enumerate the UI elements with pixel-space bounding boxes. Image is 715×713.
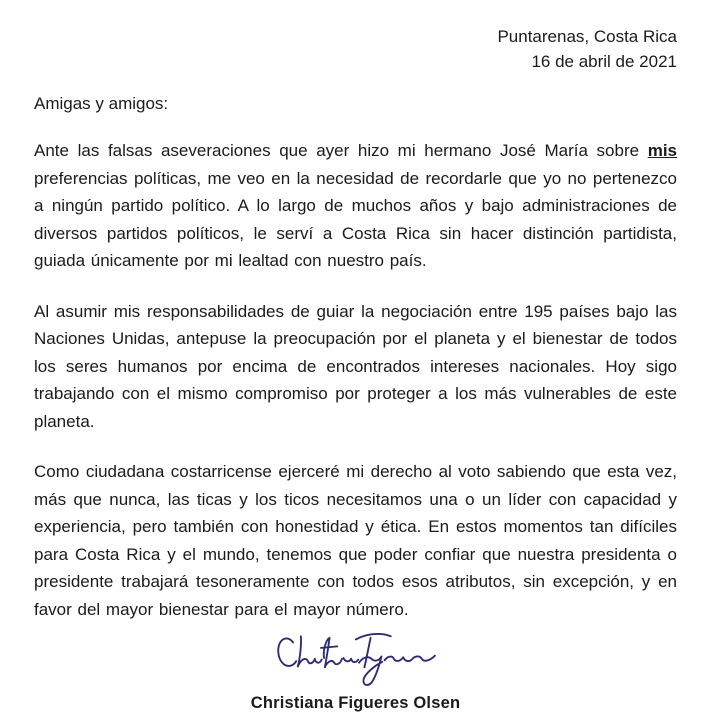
paragraph-1-text-after: preferencias políticas, me veo en la necesidad de recordarle que yo no pertenezco a ningún partido político. A lo largo de muchos años y bajo administraciones de diversos partidos políticos, le serví a Costa Rica sin hacer distinción partidista, guiada únicamente por mi lealtad con nuestro país. — [34, 168, 677, 270]
signature-printed-name: Christiana Figueres Olsen — [250, 694, 461, 712]
signature-block — [34, 627, 677, 713]
paragraph-1-text-before: Ante las falsas aseveraciones que ayer hizo mi hermano José María sobre — [34, 141, 648, 160]
paragraph-2: Al asumir mis responsabilidades de guiar la negociación entre 195 países bajo las Naciones Unidas, antepuse la preocupación por el planeta y el bienestar de todos los seres humanos por encima de encontrados intereses nacionales. Hoy sigo trabajando con el mismo compromiso por proteger a los más vulnerables de este planeta. — [34, 301, 677, 431]
paragraph-1 — [34, 137, 677, 275]
date-block — [34, 24, 677, 74]
handwritten-signature-image — [248, 627, 463, 689]
paragraph-1-emphasis: mis — [647, 141, 677, 160]
date-line: 16 de abril de 2021 — [531, 52, 677, 71]
salutation: Amigas y amigos: — [34, 94, 169, 113]
signature-ink — [278, 634, 435, 685]
paragraph-3: Como ciudadana costarricense ejerceré mi derecho al voto sabiendo que esta vez, más que nunca, las ticas y los ticos necesitamos una o un líder con capacidad y experiencia, pero también con honestidad y ética. En estos momentos tan difíciles para Costa Rica y el mundo, tenemos que poder confiar que nuestra presidenta o presidente trabajará tesoneramente con todos esos atributos, sin excepción, y en favor del mayor bienestar para el mayor número. — [34, 462, 677, 619]
date-location: Puntarenas, Costa Rica — [497, 27, 677, 46]
